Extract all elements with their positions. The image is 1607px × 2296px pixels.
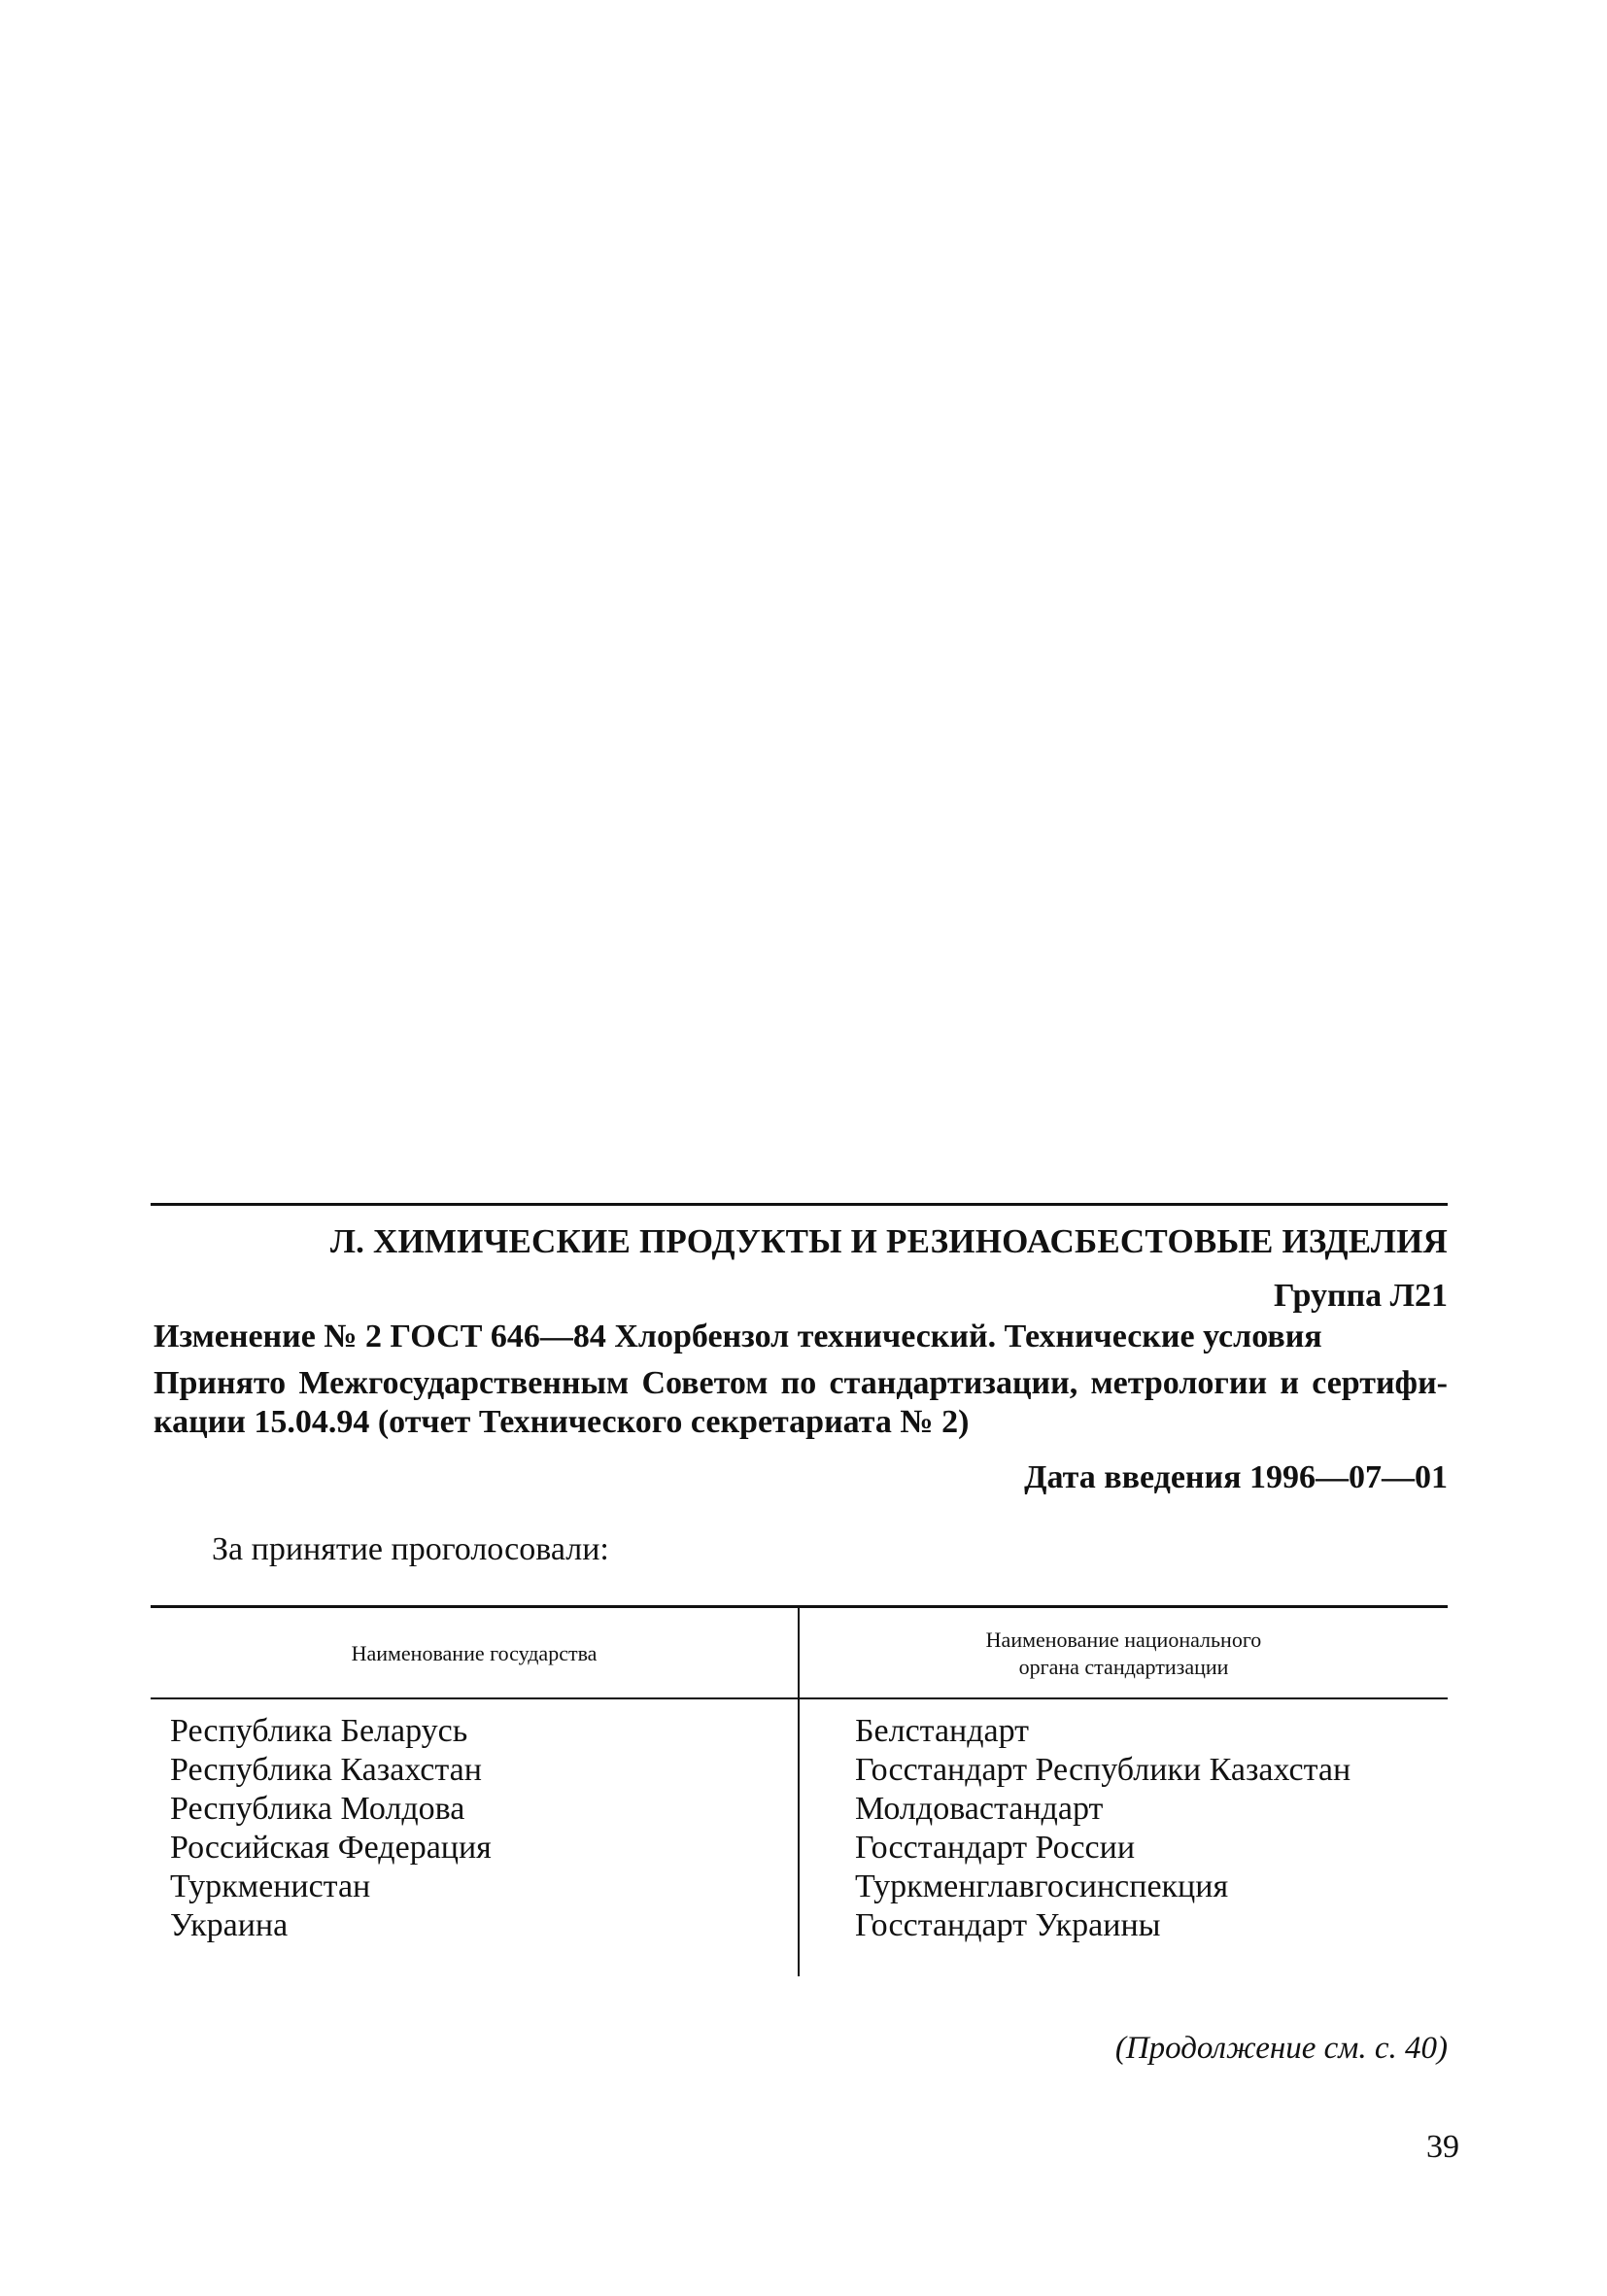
voting-table	[151, 1605, 1448, 1976]
body-cell: Туркменглавгосинспекция	[855, 1868, 1229, 1904]
body-cell: Госстандарт Украины	[855, 1907, 1161, 1943]
state-cell: Украина	[170, 1907, 289, 1943]
state-cell: Республика Беларусь	[170, 1713, 468, 1749]
adoption-line-2: кации 15.04.94 (отчет Технического секретариата № 2)	[154, 1404, 970, 1440]
body-cell: Госстандарт России	[855, 1830, 1136, 1866]
header-state: Наименование государства	[351, 1641, 598, 1665]
states-column	[170, 1712, 492, 1945]
state-cell: Российская Федерация	[170, 1830, 492, 1866]
group-code: Группа Л21	[1274, 1278, 1448, 1314]
body-cell: Молдовастандарт	[855, 1791, 1104, 1827]
body-cell: Госстандарт Республики Казахстан	[855, 1752, 1351, 1788]
introduction-date: Дата введения 1996—07—01	[1024, 1459, 1448, 1495]
header-standards-body	[800, 1627, 1448, 1681]
state-cell: Республика Молдова	[170, 1791, 465, 1827]
header-body-line-1: Наименование национального	[985, 1628, 1262, 1652]
adoption-line-1: Принято Межгосударственным Советом по стандартизации, метрологии и сертифи-	[154, 1365, 1448, 1401]
continuation-note: (Продолжение см. с. 40)	[1114, 2031, 1448, 2066]
adoption-text	[154, 1364, 1448, 1442]
voted-intro: За принятие проголосовали:	[212, 1531, 609, 1567]
header-body-line-2: органа стандартизации	[1018, 1655, 1229, 1679]
section-title: Л. ХИМИЧЕСКИЕ ПРОДУКТЫ И РЕЗИНОАСБЕСТОВЫЕ ИЗДЕЛИЯ	[329, 1222, 1448, 1260]
bodies-column	[855, 1712, 1351, 1945]
change-title: Изменение № 2 ГОСТ 646—84 Хлорбензол технический. Технические условия	[154, 1319, 1322, 1354]
section-rule	[151, 1203, 1448, 1206]
state-cell: Республика Казахстан	[170, 1752, 482, 1788]
body-cell: Белстандарт	[855, 1713, 1030, 1749]
state-cell: Туркменистан	[170, 1868, 371, 1904]
page-number: 39	[1426, 2129, 1459, 2165]
